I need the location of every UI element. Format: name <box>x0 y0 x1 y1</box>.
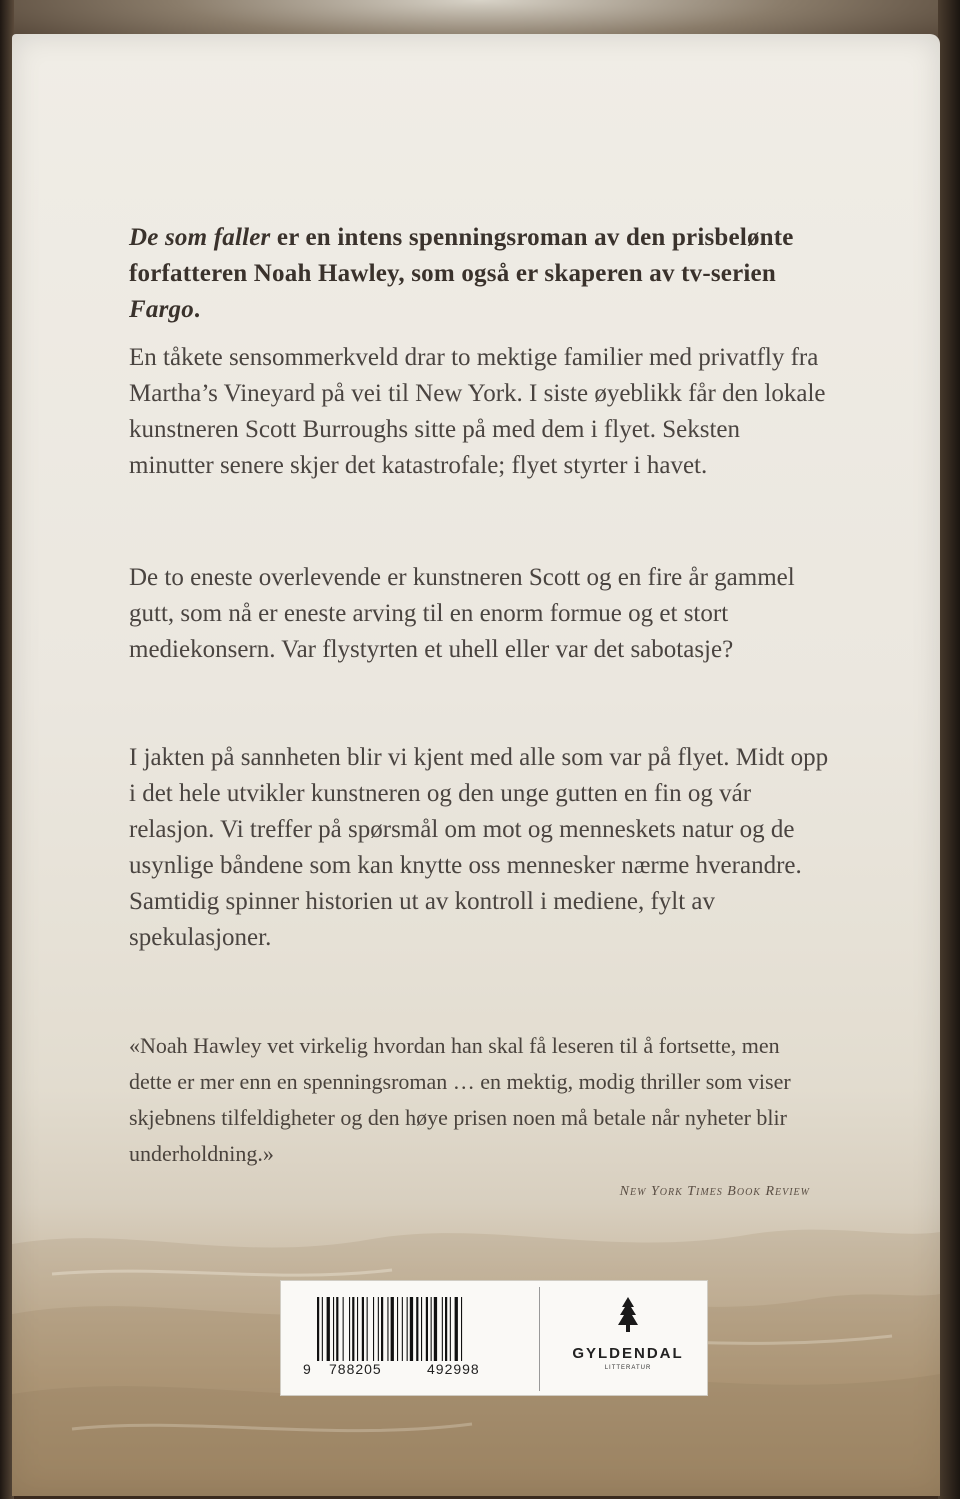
barcode-bar <box>381 1297 383 1361</box>
publisher-subtitle: LITTERATUR <box>604 1365 652 1371</box>
isbn-right-group: 492998 <box>427 1361 480 1377</box>
tree-icon <box>617 1297 639 1337</box>
lead-paragraph <box>129 220 829 328</box>
barcode-bar <box>373 1297 374 1361</box>
barcode-bar <box>402 1297 403 1361</box>
publisher-name: GYLDENDAL <box>572 1345 684 1362</box>
barcode-bar <box>357 1297 358 1361</box>
barcode-bar <box>317 1297 319 1361</box>
isbn-barcode <box>317 1297 517 1361</box>
isbn-left-group: 788205 <box>329 1361 382 1377</box>
barcode-bar <box>416 1297 418 1361</box>
barcode-bar <box>367 1297 368 1361</box>
barcode-bar <box>322 1297 323 1361</box>
barcode-bar <box>333 1297 334 1361</box>
barcode-bar <box>378 1297 379 1361</box>
barcode-bar <box>327 1297 330 1361</box>
barcode-bar <box>421 1297 422 1361</box>
barcode-bar <box>410 1297 413 1361</box>
barcode-bar <box>343 1297 344 1361</box>
barcode-bar <box>434 1297 437 1361</box>
barcode-bar <box>455 1297 458 1361</box>
review-quote: «Noah Hawley vet virkelig hvordan han skal få leseren til å fortsette, men dette er mer enn en spenningsroman … en mektig, modig thriller som viser skjebnens tilfeldigheter og den høye prisen noen må betale når nyheter blir underholdning.» <box>129 1033 791 1166</box>
barcode-bar <box>461 1297 462 1361</box>
barcode-bar <box>426 1297 428 1361</box>
isbn-first-digit: 9 <box>303 1361 312 1377</box>
barcode-bar <box>431 1297 432 1361</box>
paragraph-3: I jakten på sannheten blir vi kjent med alle som var på flyet. Midt opp i det hele utvikler kunstneren og den unge gutten en fin og vár relasjon. Vi treffer på spørsmål om mot og menneskets natur og de usynlige båndene som kan knytte oss mennesker nærme hverandre. Samtidig spinner historien ut av kontroll i mediene, fylt av spekulasjoner. <box>129 744 829 951</box>
barcode-label <box>280 1280 708 1396</box>
barcode-bar <box>397 1297 398 1361</box>
barcode-bar <box>362 1297 364 1361</box>
book-title: De som faller <box>129 224 271 251</box>
barcode-bar <box>391 1297 394 1361</box>
barcode-bar <box>349 1297 350 1361</box>
quote-source: New York Times Book Review <box>619 1184 810 1199</box>
publisher-logo <box>547 1281 709 1397</box>
barcode-bar <box>336 1297 338 1361</box>
isbn-digits <box>303 1361 523 1377</box>
paragraph-1: En tåkete sensommerkveld drar to mektige familier med privatfly fra Martha’s Vineyard på vei til New York. I siste øyeblikk får den lokale kunstneren Scott Burroughs sitte på med dem i flyet. Seksten minutter senere skjer det katastrofale; flyet styrter i havet. <box>129 344 826 479</box>
barcode-bar <box>407 1297 408 1361</box>
barcode-bar <box>352 1297 354 1361</box>
book-back-cover <box>12 34 940 1496</box>
barcode-bar <box>445 1297 447 1361</box>
barcode-bar <box>442 1297 443 1361</box>
lead-end: . <box>193 296 201 323</box>
tv-series-title: Fargo <box>129 296 194 323</box>
paragraph-2: De to eneste overlevende er kunstneren Scott og en fire år gammel gutt, som nå er eneste arving til en enorm formue og et stort mediekonsern. Var flystyrten et uhell eller var det sabotasje? <box>129 564 795 663</box>
barcode-bar <box>450 1297 451 1361</box>
background-right <box>938 0 960 1499</box>
lead-text: er en intens spenningsroman av den prisbelønte forfatteren Noah Hawley, som også er skaperen av tv-serien <box>129 224 794 287</box>
barcode-bar <box>387 1297 388 1361</box>
label-divider <box>539 1287 540 1391</box>
